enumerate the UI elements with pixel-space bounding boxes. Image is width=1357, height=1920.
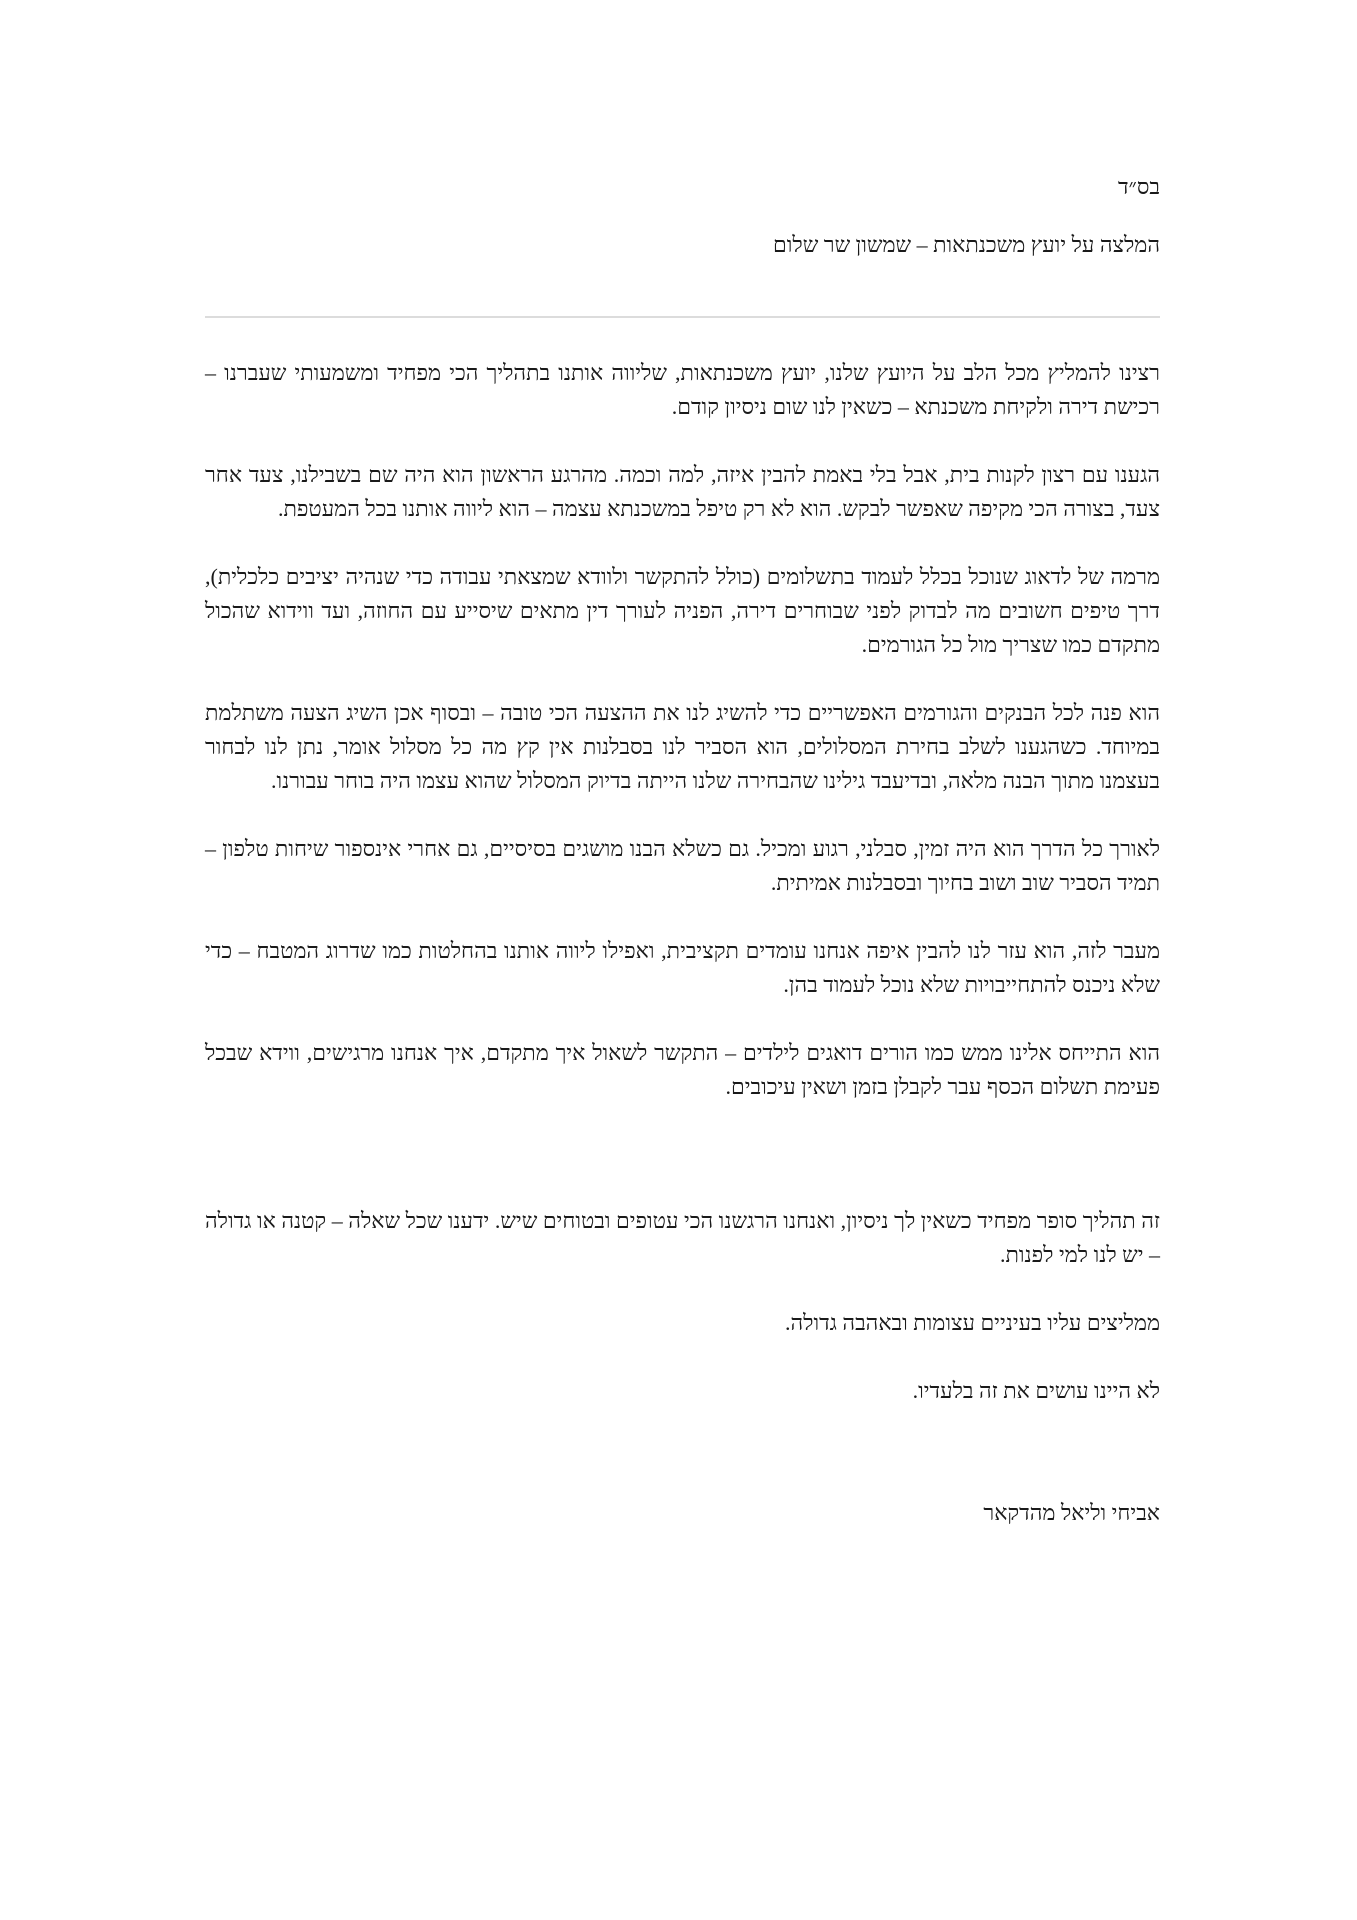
signature: אביחי וליאל מהדקאר [983, 1500, 1160, 1525]
closing-paragraph-3: לא היינו עושים את זה בלעדיו. [912, 1378, 1160, 1403]
body-paragraph-5: לאורך כל הדרך הוא היה זמין, סבלני, רגוע ומכיל. גם כשלא הבנו מושגים בסיסיים, גם אחרי אינספור שיחות טלפון – תמיד הסביר שוב ושוב בחיוך ובסבלנות אמיתית. [205, 836, 1160, 895]
body-paragraph-6: מעבר לזה, הוא עזר לנו להבין איפה אנחנו עומדים תקציבית, ואפילו ליווה אותנו בהחלטות כמו שדרוג המטבח – כדי שלא ניכנס להתחייבויות שלא נוכל לעמוד בהן. [205, 938, 1160, 997]
document-title: המלצה על יועץ משכנתאות – שמשון שר שלום [773, 232, 1160, 257]
body-paragraph-1: רצינו להמליץ מכל הלב על היועץ שלנו, יועץ משכנתאות, שליווה אותנו בתהליך הכי מפחיד ומשמעותי שעברנו – רכישת דירה ולקיחת משכנתא – כשאין לנו שום ניסיון קודם. [205, 360, 1160, 419]
bsd-header: בס״ד [1117, 174, 1160, 199]
body-text [205, 356, 1160, 1138]
horizontal-divider [205, 316, 1160, 318]
closing-text [205, 1204, 1160, 1442]
closing-paragraph-2: ממליצים עליו בעיניים עצומות ובאהבה גדולה. [785, 1310, 1160, 1335]
closing-paragraph-1: זה תהליך סופר מפחיד כשאין לך ניסיון, ואנחנו הרגשנו הכי עטופים ובטוחים שיש. ידענו שכל שאלה – קטנה או גדולה – יש לנו למי לפנות. [205, 1208, 1160, 1267]
body-paragraph-2: הגענו עם רצון לקנות בית, אבל בלי באמת להבין איזה, למה וכמה. מהרגע הראשון הוא היה שם בשבילנו, צעד אחר צעד, בצורה הכי מקיפה שאפשר לבקש. הוא לא רק טיפל במשכנתא עצמה – הוא ליווה אותנו בכל המעטפת. [205, 462, 1160, 521]
document-page [205, 0, 1160, 1920]
body-paragraph-4: הוא פנה לכל הבנקים והגורמים האפשריים כדי להשיג לנו את ההצעה הכי טובה – ובסוף אכן השיג הצעה משתלמת במיוחד. כשהגענו לשלב בחירת המסלולים, הוא הסביר לנו בסבלנות אין קץ מה כל מסלול אומר, נתן לנו לבחור בעצמנו מתוך הבנה מלאה, ובדיעבד גילינו שהבחירה שלנו הייתה בדיוק המסלול שהוא עצמו היה בוחר עבורנו. [205, 700, 1160, 793]
body-paragraph-3: מרמה של לדאוג שנוכל בכלל לעמוד בתשלומים (כולל להתקשר ולוודא שמצאתי עבודה כדי שנהיה יציבים כלכלית), דרך טיפים חשובים מה לבדוק לפני שבוחרים דירה, הפניה לעורך דין מתאים שיסייע עם החוזה, ועד ווידוא שהכול מתקדם כמו שצריך מול כל הגורמים. [205, 564, 1160, 657]
body-paragraph-7: הוא התייחס אלינו ממש כמו הורים דואגים לילדים – התקשר לשאול איך מתקדם, איך אנחנו מרגישים, ווידא שבכל פעימת תשלום הכסף עבר לקבלן בזמן ושאין עיכובים. [205, 1040, 1160, 1099]
